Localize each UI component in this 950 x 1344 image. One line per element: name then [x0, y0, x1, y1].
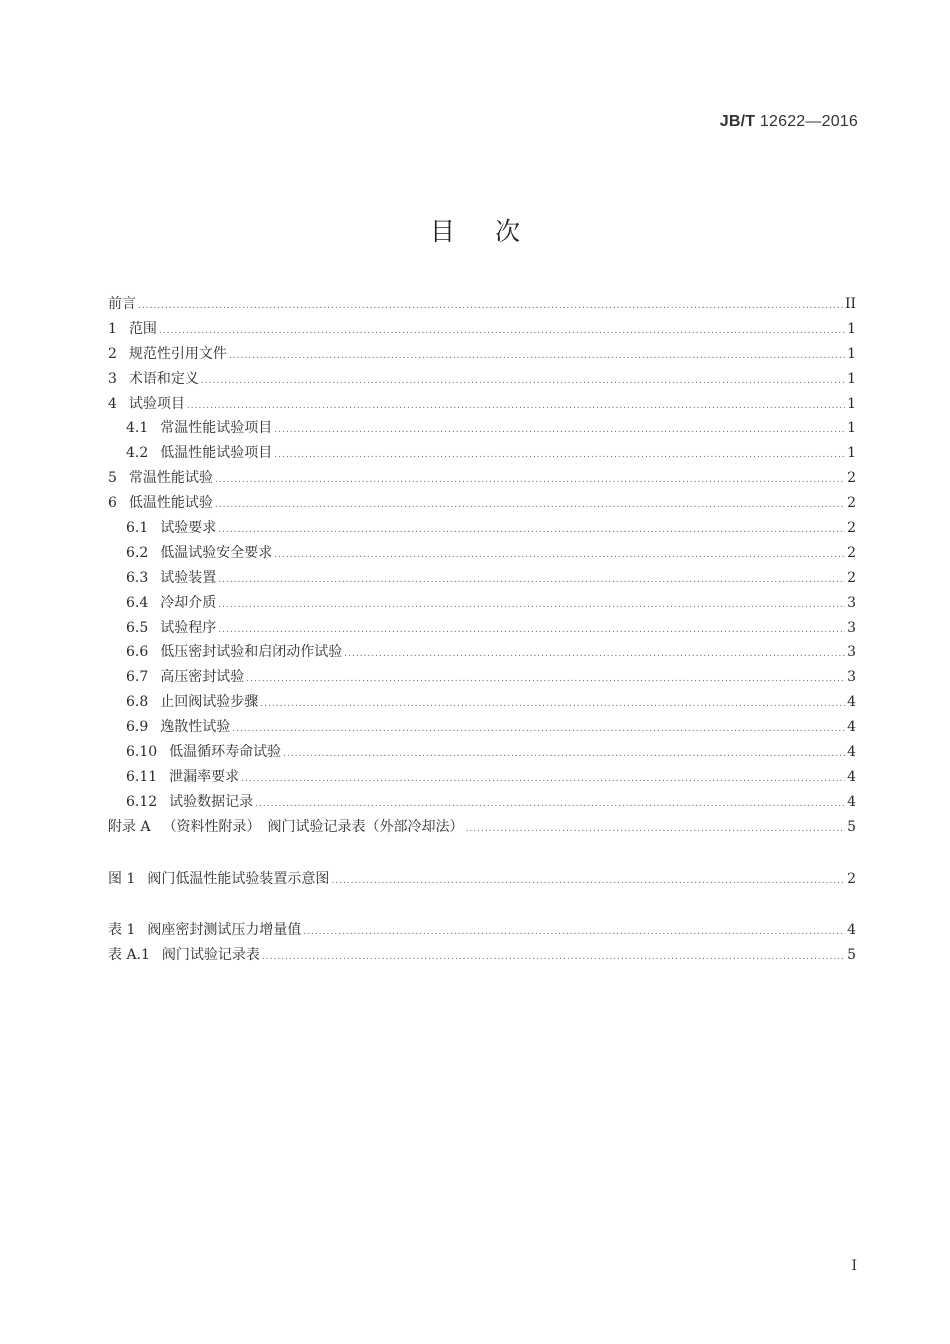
- toc-entry-number: 6.4: [126, 594, 149, 611]
- dot-leader: [229, 344, 845, 369]
- section-gap: [108, 891, 856, 918]
- dot-leader: [201, 369, 845, 394]
- toc-entry-page: 1: [847, 345, 856, 362]
- toc-entry-label: 常温性能试验项目: [160, 420, 273, 437]
- toc-entry-page: 2: [847, 470, 856, 487]
- toc-entry-page: 2: [847, 520, 856, 537]
- dot-leader: [344, 642, 845, 667]
- toc-entry-label: 术语和定义: [128, 370, 199, 387]
- toc-entry[interactable]: [108, 765, 856, 790]
- toc-entry-number: 4.1: [126, 420, 149, 437]
- standard-code-prefix: JB/T: [719, 113, 756, 130]
- toc-entry[interactable]: [108, 342, 856, 367]
- toc-entry-label: 高压密封试验: [160, 669, 245, 686]
- toc-entry-number: 6.9: [126, 719, 149, 736]
- dot-leader: [274, 543, 845, 568]
- toc-entry[interactable]: [108, 867, 856, 892]
- toc-entry[interactable]: [108, 665, 856, 690]
- dot-leader: [241, 767, 845, 792]
- toc-entry-page: 4: [847, 694, 856, 711]
- toc-entry-number: 3: [108, 370, 117, 387]
- toc-entry-label: 规范性引用文件: [128, 345, 227, 362]
- dot-leader: [283, 742, 845, 767]
- toc-entry-page: 4: [847, 744, 856, 761]
- toc-entry[interactable]: [108, 566, 856, 591]
- standard-code: [720, 113, 858, 131]
- toc-entry[interactable]: [108, 790, 856, 815]
- toc-entry-number: 6.2: [126, 544, 149, 561]
- toc-entry-page: 4: [847, 768, 856, 785]
- toc-entry-page: 2: [847, 870, 856, 887]
- toc-entry-number: 表 1: [108, 922, 136, 939]
- toc-entry-number: 6.11: [126, 768, 158, 785]
- toc-entry-page: 1: [847, 395, 856, 412]
- page-title: 目次: [429, 217, 560, 246]
- dot-leader: [159, 319, 845, 344]
- toc-entry-label: 冷却介质: [160, 594, 217, 611]
- toc-entry-label: 试验要求: [160, 520, 217, 537]
- toc-entry-label: 试验数据记录: [169, 793, 254, 810]
- toc-entry-number: 6.8: [126, 694, 149, 711]
- toc-entry-label: 低温性能试验项目: [160, 445, 273, 462]
- dot-leader: [274, 418, 845, 443]
- toc-entry-label: 试验项目: [128, 395, 185, 412]
- dot-leader: [232, 717, 845, 742]
- toc-entry-number: 6.10: [126, 744, 158, 761]
- toc-entry-label: （资料性附录） 阀门试验记录表（外部冷却法）: [162, 818, 464, 835]
- toc-entry[interactable]: [108, 367, 856, 392]
- toc-entry[interactable]: [108, 317, 856, 342]
- toc-entry[interactable]: [108, 815, 856, 840]
- toc-entry-page: 1: [847, 420, 856, 437]
- toc-entry[interactable]: [108, 292, 856, 317]
- toc-entry-number: 6.3: [126, 569, 149, 586]
- toc-entry[interactable]: [108, 616, 856, 641]
- dot-leader: [187, 394, 845, 419]
- toc-entry-label: 低温性能试验: [128, 495, 213, 512]
- toc-entry[interactable]: [108, 715, 856, 740]
- standard-code-number: 12622—2016: [755, 113, 858, 130]
- toc-entry-label: 逸散性试验: [160, 719, 231, 736]
- toc-entry-label: 常温性能试验: [128, 470, 213, 487]
- toc-entry-label: 低压密封试验和启闭动作试验: [160, 644, 343, 661]
- toc-entry-label: 泄漏率要求: [169, 768, 240, 785]
- dot-leader: [303, 920, 845, 945]
- toc-entry-page: 5: [847, 818, 856, 835]
- toc-entry-label: 阀门低温性能试验装置示意图: [147, 870, 330, 887]
- toc-entry-page: 4: [847, 922, 856, 939]
- dot-leader: [274, 443, 845, 468]
- toc-entry-page: 5: [847, 947, 856, 964]
- toc-entry-label: 阀座密封测试压力增量值: [147, 922, 302, 939]
- toc-entry-number: 2: [108, 345, 117, 362]
- toc-entry-page: 4: [847, 719, 856, 736]
- toc-entry[interactable]: [108, 943, 856, 968]
- toc-entry[interactable]: [108, 591, 856, 616]
- toc-entry[interactable]: [108, 541, 856, 566]
- toc-entry-number: 6: [108, 495, 117, 512]
- toc-entry-page: 3: [847, 594, 856, 611]
- toc-entry-number: 4: [108, 395, 117, 412]
- toc-entry-label: 止回阀试验步骤: [160, 694, 259, 711]
- dot-leader: [262, 945, 845, 970]
- toc-entry-page: 2: [847, 544, 856, 561]
- toc-entry-number: 表 A.1: [108, 947, 150, 964]
- toc-entry-number: 6.1: [126, 520, 149, 537]
- dot-leader: [260, 692, 845, 717]
- toc-entry-label: 低温试验安全要求: [160, 544, 273, 561]
- dot-leader: [331, 869, 845, 894]
- toc-entry-page: 3: [847, 669, 856, 686]
- dot-leader: [255, 792, 845, 817]
- section-gap: [108, 840, 856, 867]
- toc-entry[interactable]: [108, 740, 856, 765]
- toc-entry-number: 4.2: [126, 445, 149, 462]
- toc-entry-label: 阀门试验记录表: [161, 947, 260, 964]
- toc-entry-number: 6.5: [126, 619, 149, 636]
- toc-entry[interactable]: [108, 416, 856, 441]
- dot-leader: [466, 817, 846, 842]
- dot-leader: [218, 518, 845, 543]
- table-of-contents: [108, 292, 856, 968]
- toc-entry-number: 6.12: [126, 793, 158, 810]
- dot-leader: [246, 667, 845, 692]
- toc-entry[interactable]: [108, 466, 856, 491]
- toc-entry-page: 1: [847, 370, 856, 387]
- toc-entry-number: 6.6: [126, 644, 149, 661]
- toc-entry[interactable]: [108, 516, 856, 541]
- toc-entry[interactable]: [108, 392, 856, 417]
- toc-entry-number: 图 1: [108, 870, 136, 887]
- dot-leader: [138, 294, 843, 319]
- toc-entry-label: 低温循环寿命试验: [169, 744, 282, 761]
- toc-entry-page: 4: [847, 793, 856, 810]
- toc-entry-label: 前言: [108, 296, 136, 312]
- toc-entry-page: 2: [847, 495, 856, 512]
- toc-entry[interactable]: [108, 640, 856, 665]
- toc-entry[interactable]: [108, 441, 856, 466]
- toc-entry-page: 1: [847, 445, 856, 462]
- toc-entry-number: 1: [108, 320, 117, 337]
- toc-entry-label: 试验装置: [160, 569, 217, 586]
- dot-leader: [215, 493, 845, 518]
- toc-entry-number: 附录 A: [108, 818, 151, 835]
- toc-entry-label: 范围: [128, 320, 157, 337]
- dot-leader: [218, 568, 845, 593]
- toc-entry-page: 1: [847, 320, 856, 337]
- toc-entry[interactable]: [108, 491, 856, 516]
- page-number: I: [851, 1258, 857, 1274]
- toc-entry-page: 2: [847, 569, 856, 586]
- dot-leader: [215, 468, 845, 493]
- toc-entry-page: 3: [847, 644, 856, 661]
- toc-entry[interactable]: [108, 690, 856, 715]
- toc-entry-page: II: [844, 296, 856, 312]
- toc-entry[interactable]: [108, 918, 856, 943]
- toc-entry-page: 3: [847, 619, 856, 636]
- dot-leader: [218, 618, 845, 643]
- toc-entry-number: 5: [108, 470, 117, 487]
- toc-entry-label: 试验程序: [160, 619, 217, 636]
- toc-entry-number: 6.7: [126, 669, 149, 686]
- dot-leader: [218, 593, 845, 618]
